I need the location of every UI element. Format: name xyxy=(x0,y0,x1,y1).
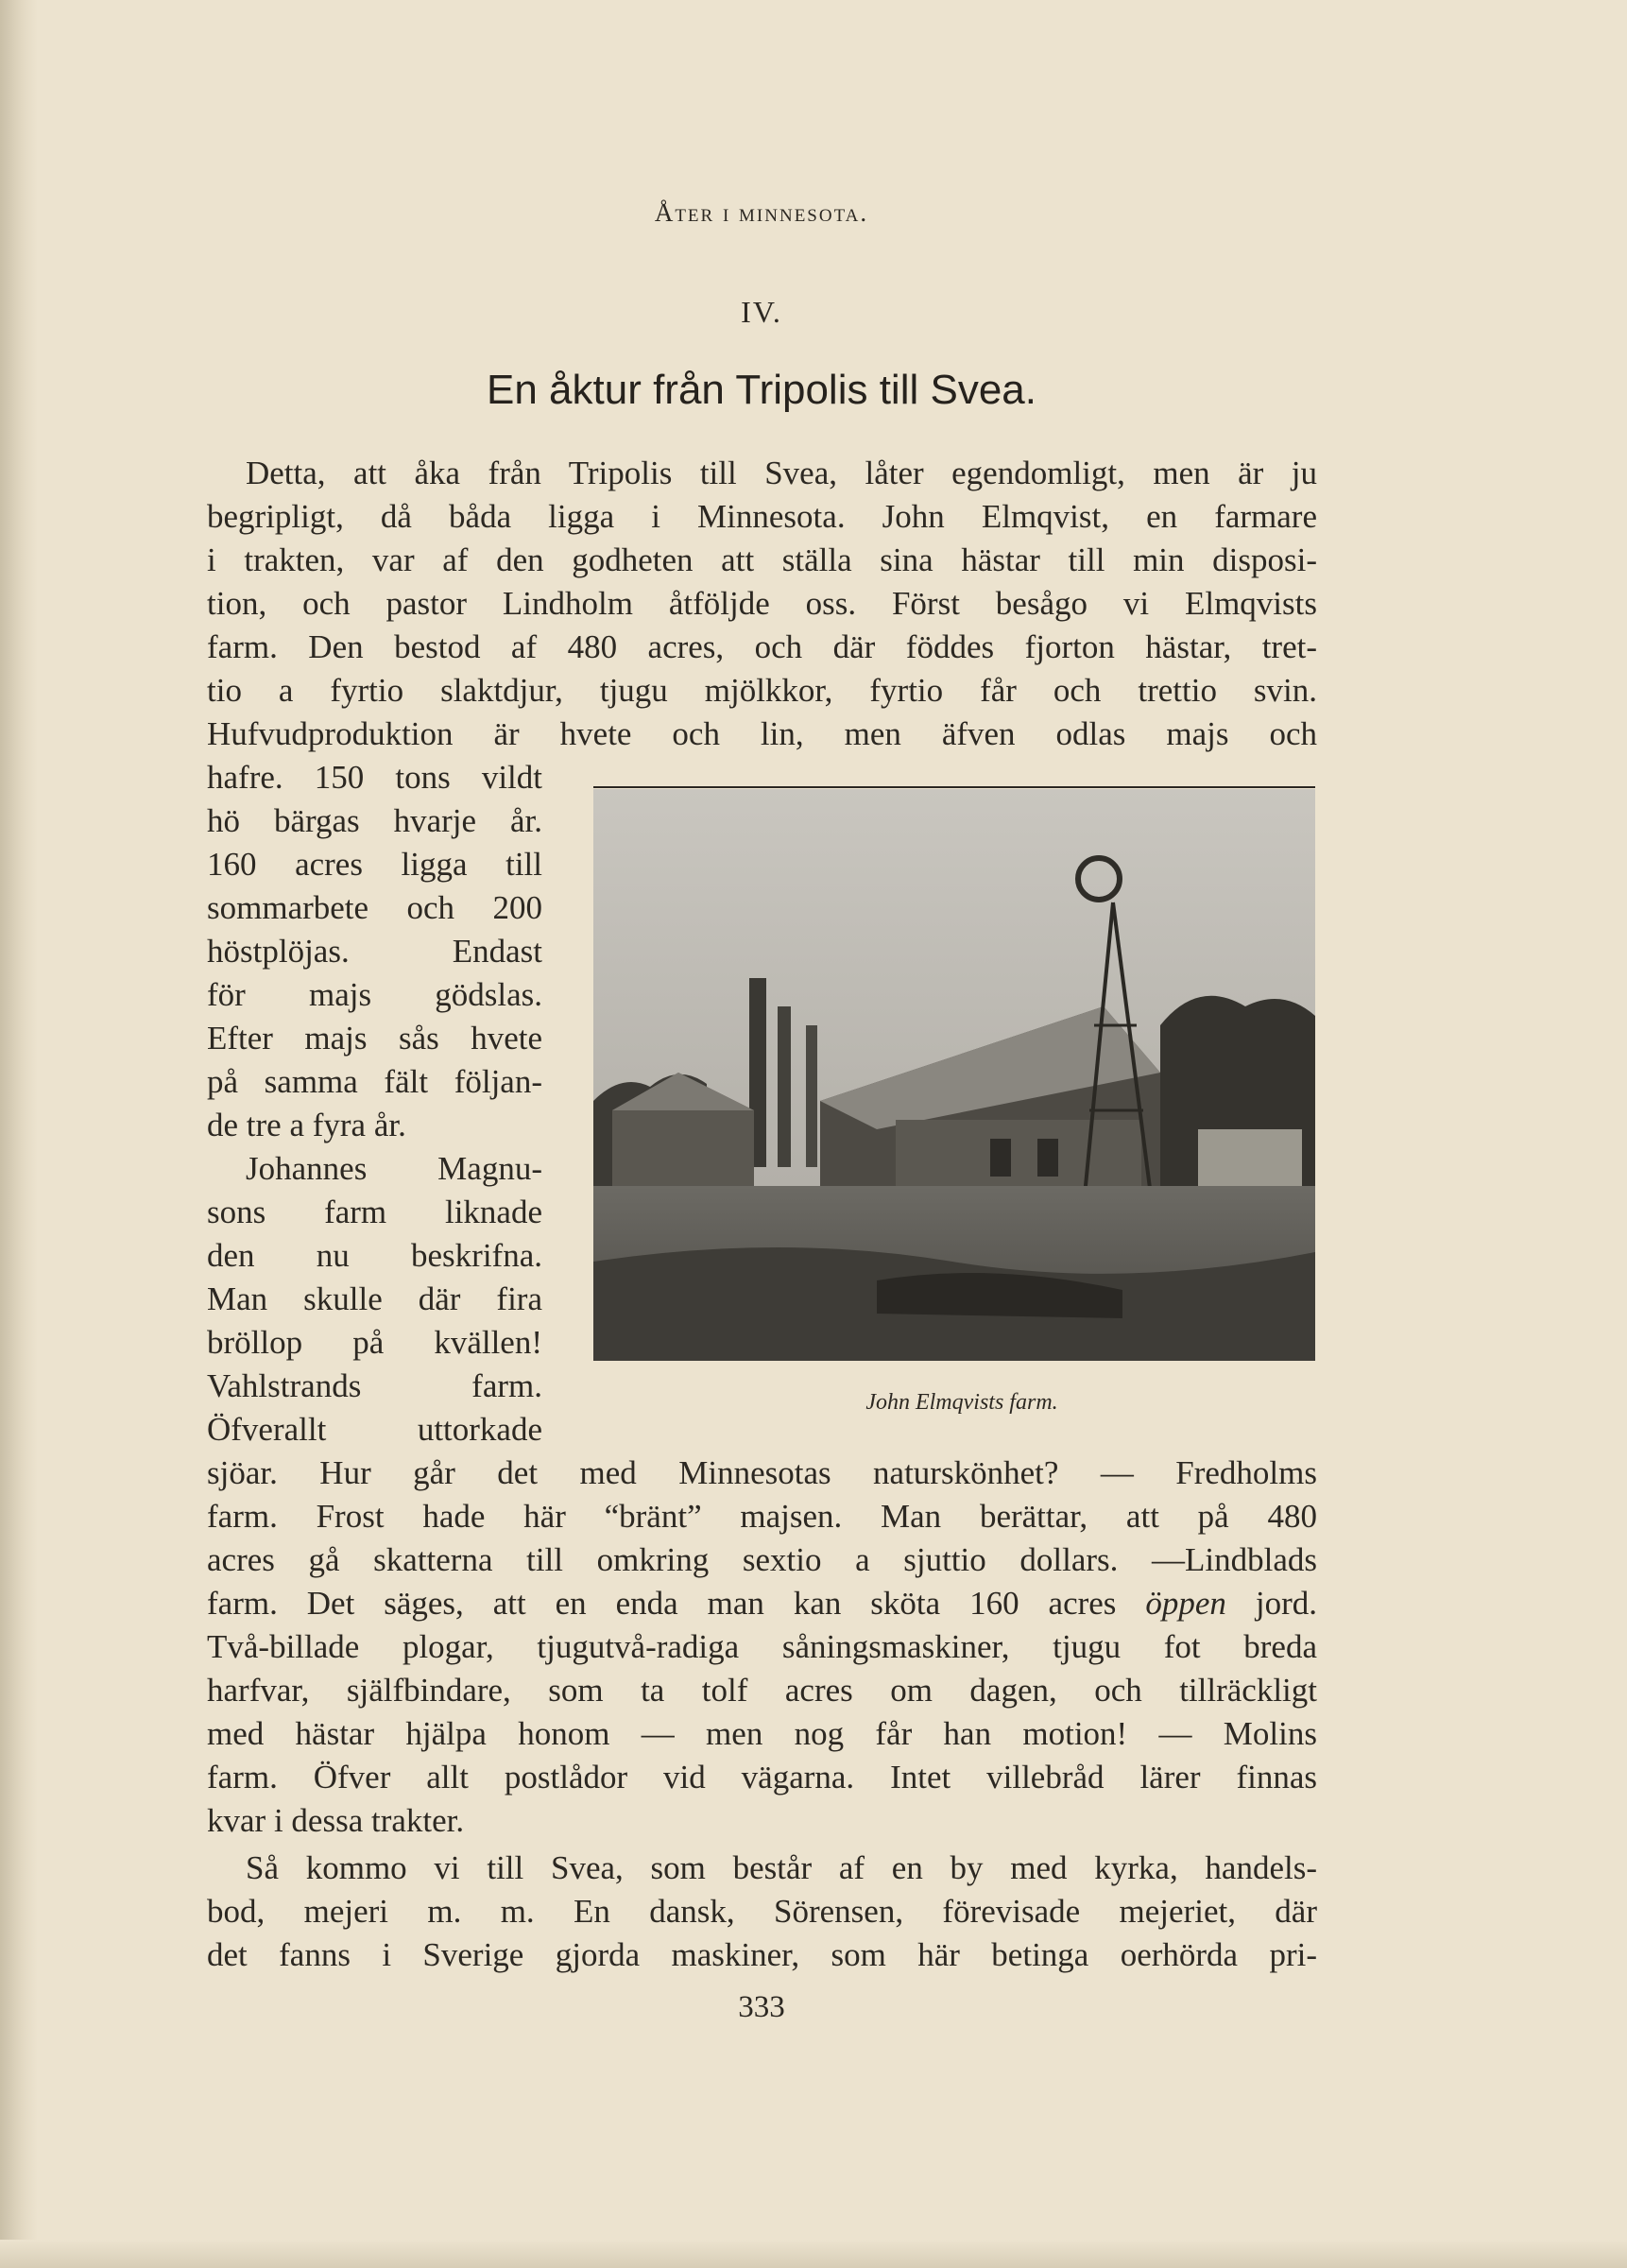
text-line: i trakten, var af den godheten att ställa sina hästar till min disposi- xyxy=(207,541,1317,578)
text-line: Vahlstrands farm. xyxy=(207,1367,542,1404)
text-line: Man skulle där fira xyxy=(207,1280,542,1317)
text-line: Johannes Magnu- xyxy=(246,1150,542,1187)
italic-word: öppen xyxy=(1145,1585,1226,1622)
text-line: Hufvudproduktion är hvete och lin, men äfven odlas majs och xyxy=(207,715,1317,752)
text-line: på samma fält följan- xyxy=(207,1063,542,1100)
text-line: Öfverallt uttorkade xyxy=(207,1411,542,1448)
text-line: det fanns i Sverige gjorda maskiner, som här betinga oerhörda pri- xyxy=(207,1936,1317,1973)
text-line: sons farm liknade xyxy=(207,1194,542,1230)
text-line: de tre a fyra år. xyxy=(207,1107,406,1143)
chapter-title: En åktur från Tripolis till Svea. xyxy=(486,367,1036,413)
farm-photo xyxy=(593,789,1315,1361)
text-line: acres gå skatterna till omkring sextio a sjuttio dollars. —Lindblads xyxy=(207,1541,1317,1578)
text-line: sjöar. Hur går det med Minnesotas naturskönhet? — Fredholms xyxy=(207,1454,1317,1491)
text-line: för majs gödslas. xyxy=(207,976,542,1013)
text-line: hafre. 150 tons vildt xyxy=(207,759,542,796)
text-line: med hästar hjälpa honom — men nog får han motion! — Molins xyxy=(207,1715,1317,1752)
text-line: Detta, att åka från Tripolis till Svea, låter egendomligt, men är ju xyxy=(246,455,1317,491)
figure-caption: John Elmqvists farm. xyxy=(865,1390,1058,1415)
text-line: begripligt, då båda ligga i Minnesota. John Elmqvist, en farmare xyxy=(207,498,1317,535)
running-head: Åter i minnesota. xyxy=(654,198,869,227)
chapter-number: IV. xyxy=(741,295,782,329)
page-bottom-shadow xyxy=(0,2240,1627,2268)
text-span: jord. xyxy=(1225,1585,1317,1622)
text-line: harfvar, själfbindare, som ta tolf acres om dagen, och tillräckligt xyxy=(207,1672,1317,1709)
page-number: 333 xyxy=(738,1990,785,2024)
text-line: sommarbete och 200 xyxy=(207,889,542,926)
text-line: höstplöjas. Endast xyxy=(207,933,542,970)
page-edge-shadow xyxy=(0,0,38,2268)
text-line: 160 acres ligga till xyxy=(207,846,542,883)
text-line: farm. Frost hade här “bränt” majsen. Man berättar, att på 480 xyxy=(207,1498,1317,1535)
text-line: bod, mejeri m. m. En dansk, Sörensen, förevisade mejeriet, där xyxy=(207,1893,1317,1930)
text-line: farm. Öfver allt postlådor vid vägarna. Intet villebråd lärer finnas xyxy=(207,1759,1317,1796)
text-line-with-italic xyxy=(207,1582,1317,1625)
text-line: kvar i dessa trakter. xyxy=(207,1802,465,1839)
text-line: bröllop på kvällen! xyxy=(207,1324,542,1361)
text-line: hö bärgas hvarje år. xyxy=(207,802,542,839)
text-line: tio a fyrtio slaktdjur, tjugu mjölkkor, fyrtio får och trettio svin. xyxy=(207,672,1317,709)
text-line: Två-billade plogar, tjugutvå-radiga såningsmaskiner, tjugu fot breda xyxy=(207,1628,1317,1665)
text-span: farm. Det säges, att en enda man kan sköta 160 acres xyxy=(207,1585,1146,1622)
text-line: Efter majs sås hvete xyxy=(207,1020,542,1057)
text-line: Så kommo vi till Svea, som består af en by med kyrka, handels- xyxy=(246,1849,1317,1886)
text-line: tion, och pastor Lindholm åtföljde oss. Först besågo vi Elmqvists xyxy=(207,585,1317,622)
figure-top-rule xyxy=(593,786,1315,788)
text-line: den nu beskrifna. xyxy=(207,1237,542,1274)
text-line: farm. Den bestod af 480 acres, och där föddes fjorton hästar, tret- xyxy=(207,628,1317,665)
